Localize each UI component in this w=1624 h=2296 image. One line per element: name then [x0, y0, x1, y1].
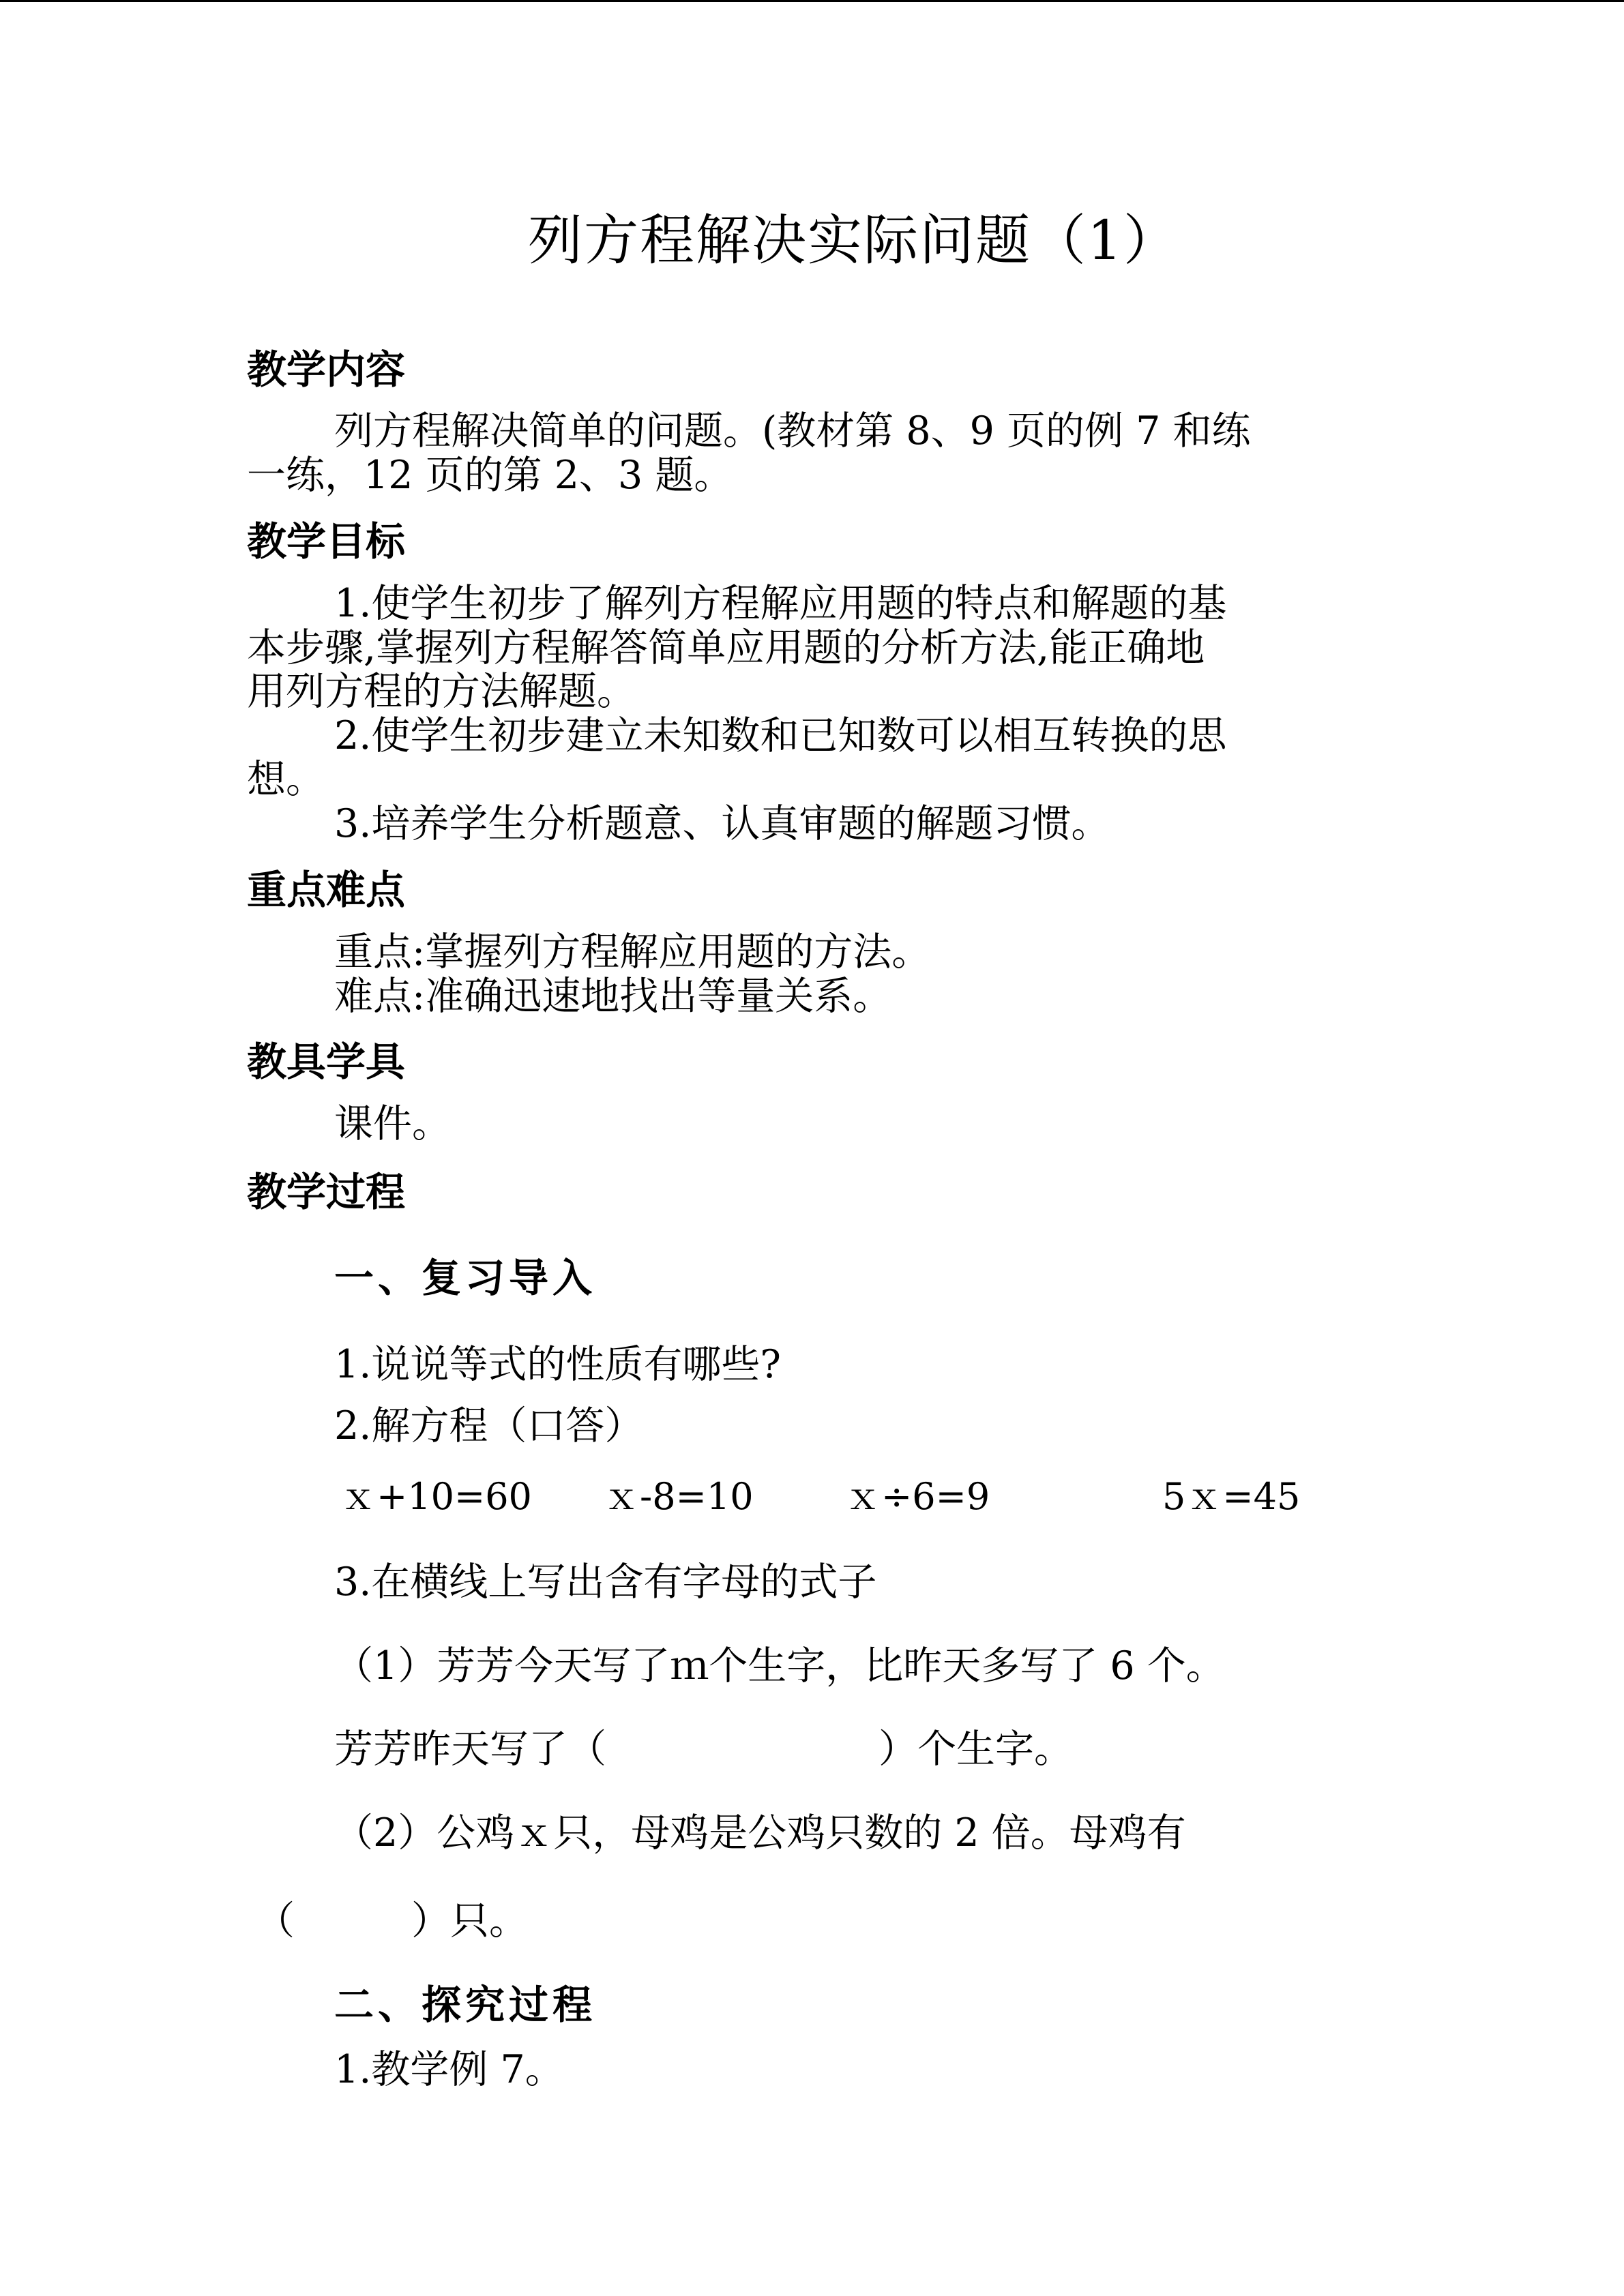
- equation-3: ｘ÷6=9: [844, 1475, 990, 1518]
- difficult-point-line: 难点:准确迅速地找出等量关系。: [334, 974, 892, 1019]
- heading-teaching-goals: 教学目标: [247, 518, 406, 565]
- equation-2: ｘ-8=10: [603, 1475, 754, 1518]
- subheading-review-intro: 一、复习导入: [334, 1255, 597, 1301]
- subheading-exploration: 二、探究过程: [334, 1982, 597, 2028]
- exploration-item-1: 1.教学例 7。: [334, 2047, 564, 2092]
- goals-line-5: 想。: [247, 757, 325, 802]
- goals-line-4: 2.使学生初步建立未知数和已知数可以相互转换的思: [334, 713, 1227, 758]
- equation-1: ｘ+10=60: [340, 1475, 532, 1518]
- review-question-2: 2.解方程（口答）: [334, 1403, 644, 1448]
- equation-4: 5ｘ=45: [1162, 1475, 1301, 1518]
- question-3-1-line-1: （1）芳芳今天写了ｍ个生字，比昨天多写了 6 个。: [334, 1643, 1225, 1688]
- question-3-1-line-2: 芳芳昨天写了（ ）个生字。: [334, 1727, 1073, 1772]
- question-3-2-line-2: （ ）只。: [256, 1898, 528, 1943]
- question-3-2-line-1: （2）公鸡ｘ只，母鸡是公鸡只数的 2 倍。母鸡有: [334, 1810, 1186, 1855]
- goals-line-3: 用列方程的方法解题。: [247, 669, 636, 714]
- goals-line-1: 1.使学生初步了解列方程解应用题的特点和解题的基: [334, 581, 1227, 626]
- content-line-1: 列方程解决简单的问题。(教材第 8、9 页的例 7 和练: [334, 408, 1251, 453]
- review-question-1: 1.说说等式的性质有哪些?: [334, 1342, 781, 1387]
- document-title: 列方程解决实际问题（1）: [528, 209, 1179, 272]
- key-point-line: 重点:掌握列方程解应用题的方法。: [334, 929, 931, 974]
- content-line-2: 一练，12 页的第 2、3 题。: [247, 453, 733, 498]
- goals-line-6: 3.培养学生分析题意、认真审题的解题习惯。: [334, 801, 1110, 846]
- heading-teaching-process: 教学过程: [247, 1169, 406, 1215]
- heading-teaching-tools: 教具学具: [247, 1039, 406, 1085]
- heading-teaching-content: 教学内容: [247, 346, 406, 393]
- goals-line-2: 本步骤,掌握列方程解答简单应用题的分析方法,能正确地: [247, 625, 1205, 670]
- heading-key-difficult-points: 重点难点: [247, 867, 406, 913]
- tools-line: 课件。: [334, 1101, 451, 1146]
- review-question-3: 3.在横线上写出含有字母的式子: [334, 1560, 877, 1605]
